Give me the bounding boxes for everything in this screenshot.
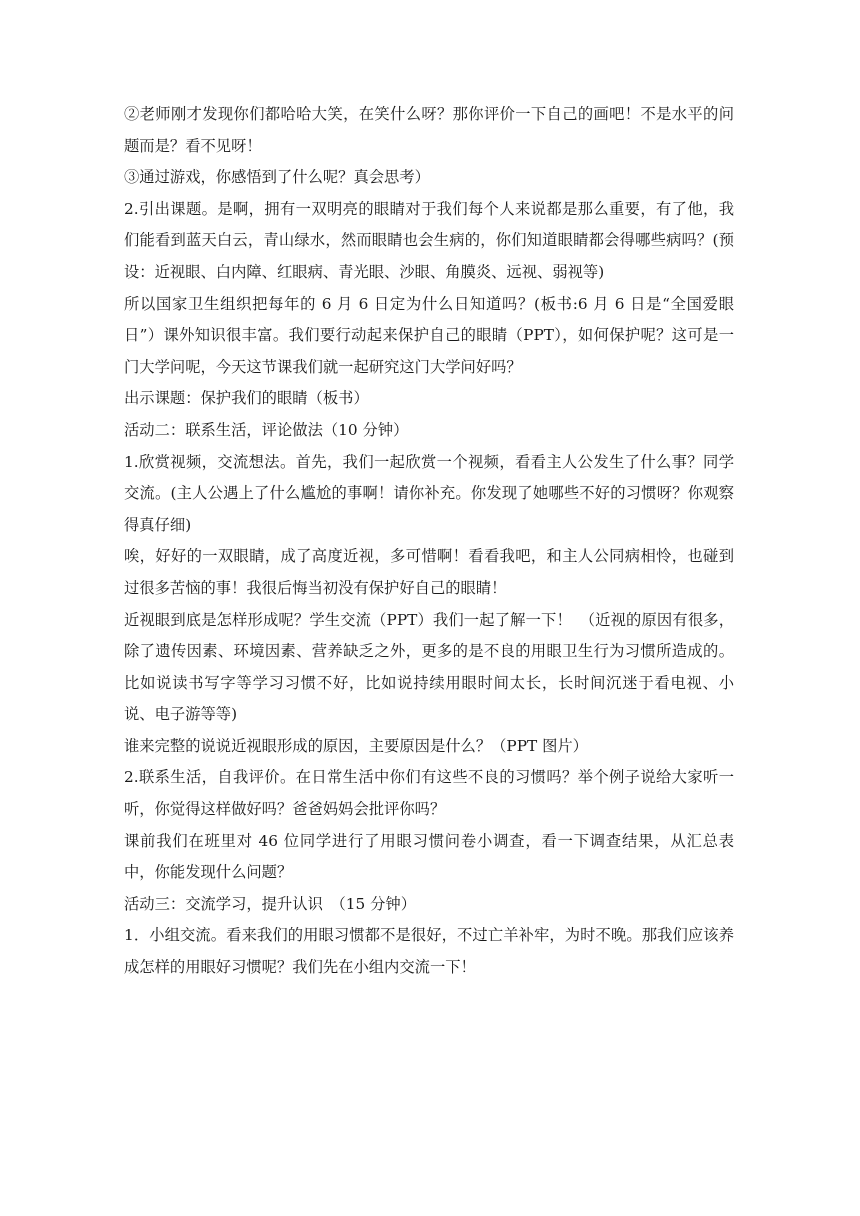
paragraph-12: 课前我们在班里对 46 位同学进行了用眼习惯问卷小调查，看一下调查结果，从汇总表中，你能发现什么问题？ xyxy=(124,831,734,882)
paragraph-7: 1.欣赏视频，交流想法。首先，我们一起欣赏一个视频，看看主人公发生了什么事？同学交流。(主人公遇上了什么尴尬的事啊！请你补充。你发现了她哪些不好的习惯呀？你观察得真仔细) xyxy=(124,452,734,534)
paragraph-4: 所以国家卫生组织把每年的 6 月 6 日定为什么日知道吗？(板书:6 月 6 日是“全国爱眼日”）课外知识很丰富。我们要行动起来保护自己的眼睛（PPT），如何保护呢？这可是一门大学问呢，今天这节课我们就一起研究这门大学问好吗？ xyxy=(124,294,734,376)
paragraph-11: 2.联系生活，自我评价。在日常生活中你们有这些不良的习惯吗？举个例子说给大家听一听，你觉得这样做好吗？爸爸妈妈会批评你吗？ xyxy=(124,768,734,819)
paragraph-9: 近视眼到底是怎样形成呢？学生交流（PPT）我们一起了解一下！ （近视的原因有很多，除了遗传因素、环境因素、营养缺乏之外，更多的是不良的用眼卫生行为习惯所造成的。比如说读书写字等学习习惯不好，比如说持续用眼时间太长，长时间沉迷于看电视、小说、电子游等等) xyxy=(124,610,734,724)
paragraph-5: 出示课题：保护我们的眼睛（板书） xyxy=(124,389,369,408)
paragraph-14: 1．小组交流。看来我们的用眼习惯都不是很好，不过亡羊补牢，为时不晚。那我们应该养成怎样的用眼好习惯呢？我们先在小组内交流一下！ xyxy=(124,926,734,977)
paragraph-13: 活动三：交流学习，提升认识 （15 分钟） xyxy=(124,894,417,913)
paragraph-1: ②老师刚才发现你们都哈哈大笑，在笑什么呀？那你评价一下自己的画吧！不是水平的问题而是？看不见呀！ xyxy=(124,105,734,155)
paragraph-6: 活动二：联系生活，评论做法（10 分钟） xyxy=(124,420,409,439)
paragraph-2: ③通过游戏，你感悟到了什么呢？真会思考） xyxy=(124,168,430,187)
paragraph-8: 唉，好好的一双眼睛，成了高度近视，多可惜啊！看看我吧，和主人公同病相怜，也碰到过很多苦恼的事！我很后悔当初没有保护好自己的眼睛！ xyxy=(124,547,734,597)
paragraph-3: 2.引出课题。是啊，拥有一双明亮的眼睛对于我们每个人来说都是那么重要，有了他，我们能看到蓝天白云，青山绿水，然而眼睛也会生病的，你们知道眼睛都会得哪些病吗？(预设：近视眼、白内障、红眼病、青光眼、沙眼、角膜炎、远视、弱视等) xyxy=(124,199,734,281)
paragraph-10: 谁来完整的说说近视眼形成的原因，主要原因是什么？（PPT 图片） xyxy=(124,736,588,755)
document-body xyxy=(124,99,734,984)
